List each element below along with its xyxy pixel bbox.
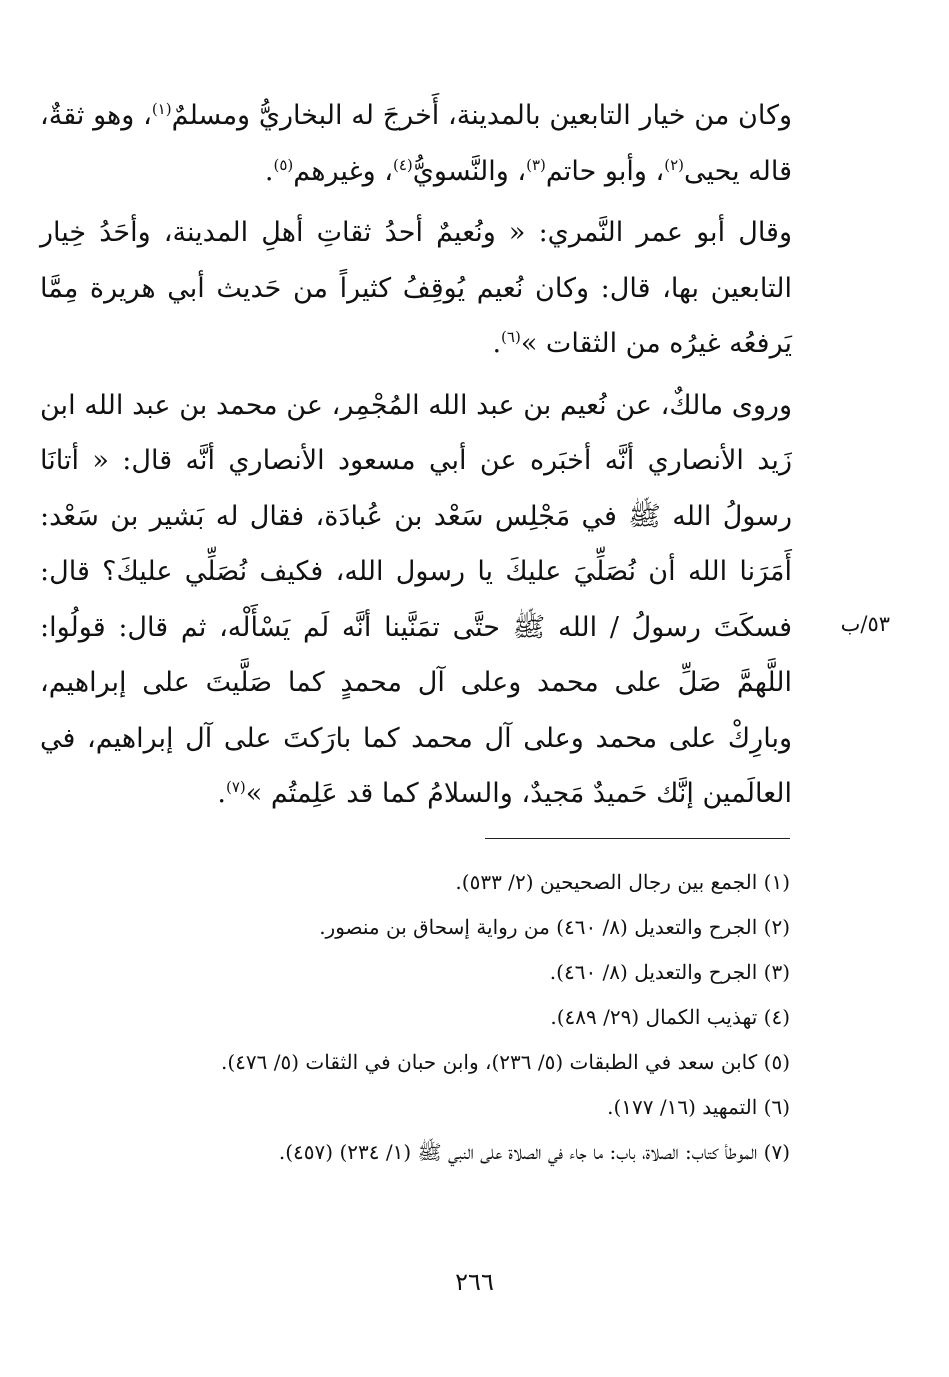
footnote-separator <box>485 838 790 839</box>
text-run: . <box>492 328 502 359</box>
paragraph <box>40 378 792 822</box>
footnote-reference: (٢) <box>664 155 684 174</box>
text-run: ، وأبو حاتم <box>545 155 665 187</box>
footnote-reference: (١) <box>151 100 172 118</box>
text-run: وكان من خيار التابعين بالمدينة، أَخرجَ له البخاريُّ ومسلمٌ <box>171 100 793 131</box>
paragraph <box>40 205 792 372</box>
footnote-reference: (٤) <box>392 155 413 174</box>
footnote-reference: (٥) <box>273 155 294 174</box>
footnote: (٧) الموطأ كتاب: الصلاة، باب: ما جاء في الصلاة على النبي ﷺ (١/ ٢٣٤) (٤٥٧). <box>278 1140 790 1164</box>
footnote: (٤) تهذيب الكمال (٢٩/ ٤٨٩). <box>550 1005 790 1029</box>
text-run: . <box>217 778 226 809</box>
page-number: ٢٦٦ <box>455 1268 494 1296</box>
footnote-reference: (٣) <box>526 155 546 174</box>
paragraph <box>40 88 792 199</box>
text-run: وروى مالكٌ، عن نُعيم بن عبد الله المُجْمِر، عن محمد بن عبد الله ابن زَيد الأنصاري أنَّه أخبَره عن أبي مسعود الأنصاري أنَّه قال: « أتانَا رسولُ الله ﷺ في مَجْلِس سَعْد بن عُبادَة، فقال له بَشير بن سَعْد: أَمَرَنا الله أن نُصَلِّيَ عليكَ يا رسول الله، فكيف نُصَلِّي عليكَ؟ قال: فسكَتَ رسولُ / الله ﷺ حتَّى تمَنَّينا أنَّه لَم يَسْأَلْه، ثم قال: قولُوا: اللَّهمَّ صَلِّ على محمد وعلى آل محمدٍ كما صَلَّيتَ على إبراهيم، وبارِكْ على محمد وعلى آل محمد كما بارَكتَ على آل إبراهيم، في العالَمين إنَّك حَميدٌ مَجيدٌ، والسلامُ كما قد عَلِمتُم » <box>40 389 792 809</box>
text-run: ، والنَّسويُّ <box>412 155 527 187</box>
footnote: (٦) التمهيد (١٦/ ١٧٧). <box>607 1095 790 1119</box>
text-run: . <box>264 155 274 187</box>
footnote-reference: (٦) <box>501 328 521 346</box>
footnote: (٢) الجرح والتعديل (٨/ ٤٦٠) من رواية إسحاق بن منصور. <box>319 915 790 939</box>
main-text <box>40 88 792 822</box>
text-run: ، وهو ثقةٌ، قاله يحيى <box>40 100 792 187</box>
footnote: (٣) الجرح والتعديل (٨/ ٤٦٠). <box>549 960 790 984</box>
manuscript-folio-note: ٥٣/ب <box>840 612 890 636</box>
footnote-reference: (٧) <box>225 778 246 796</box>
text-run: ، وغيرهم <box>293 155 393 187</box>
footnote: (٥) كابن سعد في الطبقات (٥/ ٢٣٦)، وابن حبان في الثقات (٥/ ٤٧٦). <box>221 1050 790 1074</box>
footnote: (١) الجمع بين رجال الصحيحين (٢/ ٥٣٣). <box>455 870 790 894</box>
text-run: وقال أبو عمر النَّمري: « ونُعيمٌ أحدُ ثقاتِ أهلِ المدينة، وأحَدُ خِيار التابعين بها، قال: وكان نُعيم يُوقِفُ كثيراً من حَديث أبي هريرة مِمَّا يَرفعُه غيرُه من الثقات » <box>40 217 792 359</box>
footnotes <box>40 860 790 1175</box>
